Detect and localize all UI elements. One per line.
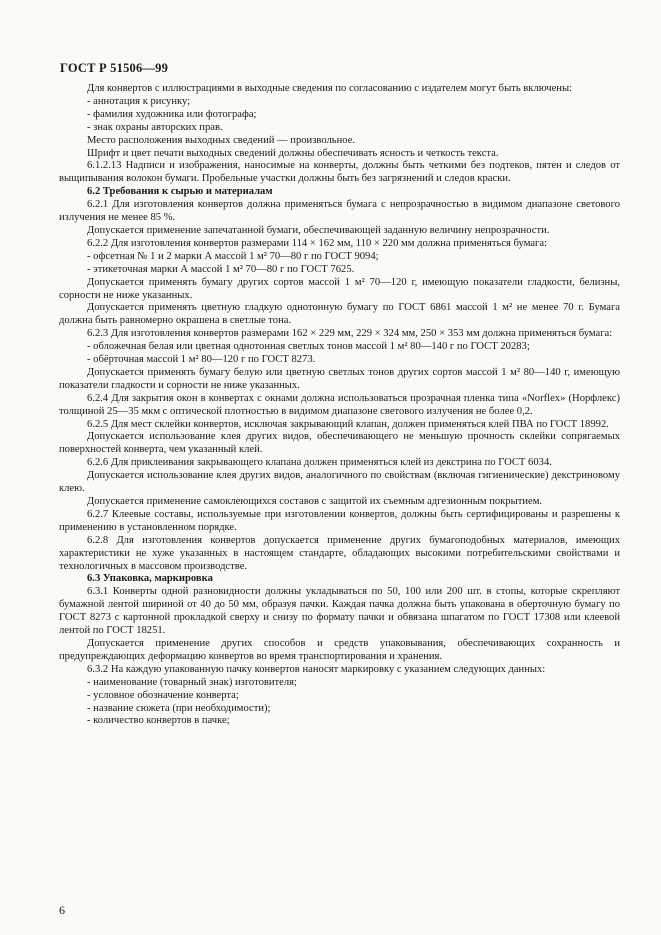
list-item: - обёрточная массой 1 м² 80—120 г по ГОСТ 8273. [87,354,316,366]
list-item: - этикеточная марки А массой 1 м² 70—80 г по ГОСТ 7625. [87,263,355,275]
document-body [59,83,620,728]
paragraph: 6.3.2 На каждую упакованную пачку конвертов наносят маркировку с указанием следующих данных: [87,663,546,675]
paragraph: 6.2.3 Для изготовления конвертов размерами 162 × 229 мм, 229 × 324 мм, 250 × 353 мм должна применяться бумага: [87,328,613,340]
section-heading: 6.2 Требования к сырью и материалам [87,186,273,198]
paragraph: Допускается применение самоклеющихся составов с защитой их съемным адгезионным покрытием. [87,496,543,507]
paragraph: Допускается использование клея других видов, аналогичного по свойствам (включая гигиенические) декстриновому клею. [59,470,620,495]
page-number: 6 [59,903,65,917]
list-item: - фамилия художника или фотографа; [87,108,257,120]
paragraph: 6.2.1 Для изготовления конвертов должна применяться бумага с непрозрачностью в видимом диапазоне светового излучения не менее 85 %. [59,199,620,224]
paragraph: Шрифт и цвет печати выходных сведений должны обеспечивать ясность и четкость текста. [87,147,499,159]
list-item: - аннотация к рисунку; [87,95,191,107]
paragraph: 6.2.5 Для мест склейки конвертов, исключая закрывающий клапан, должен применяться клей ПВА по ГОСТ 18992. [87,418,609,430]
paragraph: Допускается применять бумагу белую или цветную светлых тонов других сортов массой 1 м² 80—140 г, имеющую показатели гладкости и сорности не ниже указанных. [59,366,620,391]
paragraph: 6.2.8 Для изготовления конвертов допускается применение других бумагоподобных материалов, имеющих характеристики не хуже указанных в настоящем стандарте, обладающих высокими потребительскими свойствами и технологичных в массовом производстве. [59,534,620,572]
paragraph: 6.2.4 Для закрытия окон в конвертах с окнами должна использоваться прозрачная пленка типа «Norflex» (Норфлекс) толщиной 25—35 мкм с оптической плотностью в видимом диапазоне светового излучения не более 0,2. [59,392,620,417]
list-item: - знак охраны авторских прав. [87,121,223,133]
paragraph: 6.2.2 Для изготовления конвертов размерами 114 × 162 мм, 110 × 220 мм должна применяться бумага: [87,237,548,249]
list-item: - офсетная № 1 и 2 марки А массой 1 м² 70—80 г по ГОСТ 9094; [87,250,379,262]
paragraph: Допускается использование клея других видов, обеспечивающего не меньшую прочность склейки сопрягаемых поверхностей конверта, чем указанный клей. [59,431,620,456]
paragraph: 6.2.7 Клеевые составы, используемые при изготовлении конвертов, должны быть сертифицированы и разрешены к применению в установленном порядке. [59,508,620,533]
paragraph: Допускается применять бумагу других сортов массой 1 м² 70—120 г, имеющую показатели гладкости, белизны, сорности не ниже указанных. [59,276,620,301]
list-item: - условное обозначение конверта; [87,689,239,701]
page-header-standard-id: ГОСТ Р 51506—99 [60,61,169,75]
list-item: - наименование (товарный знак) изготовителя; [87,676,297,688]
list-item: - название сюжета (при необходимости); [87,702,271,714]
paragraph: Допускается применять цветную гладкую однотонную бумагу по ГОСТ 6861 массой 1 м² не менее 70 г. Бумага должна быть равномерно окрашена в светлые тона. [59,302,620,327]
paragraph: Для конвертов с иллюстрациями в выходные сведения по согласованию с издателем могут быть включены: [87,83,573,94]
list-item: - обложечная белая или цветная однотонная светлых тонов массой 1 м² 80—140 г по ГОСТ 20283; [87,341,530,353]
paragraph: 6.3.1 Конверты одной разновидности должны укладываться по 50, 100 или 200 шт. в стопы, которые скрепляют бумажной лентой шириной от 40 до 50 мм, образуя пачки. Каждая пачка должна быть упакована в оберточную бумагу по ГОСТ 8273 с картонной прокладкой сверху и снизу по формату пачки и обвязана шпагатом по ГОСТ 17308 или клеевой лентой по ГОСТ 18251. [59,586,620,637]
paragraph: 6.2.6 Для приклеивания закрывающего клапана должен применяться клей из декстрина по ГОСТ 6034. [87,457,552,469]
paragraph: Допускается применение других способов и средств упаковывания, обеспечивающих сохранность и предупреждающих деформацию конвертов во время транспортирования и хранения. [59,637,620,662]
section-heading: 6.3 Упаковка, маркировка [87,573,213,585]
list-item: - количество конвертов в пачке; [87,715,230,727]
paragraph: Допускается применение запечатанной бумаги, обеспечивающей заданную величину непрозрачности. [87,224,550,236]
paragraph: 6.1.2.13 Надписи и изображения, наносимые на конверты, должны быть четкими без подтеков, пятен и следов от выщипывания волокон бумаги. Пробельные участки должны быть без загрязнений и следов краски. [59,160,620,185]
paragraph: Место расположения выходных сведений — произвольное. [87,134,356,146]
